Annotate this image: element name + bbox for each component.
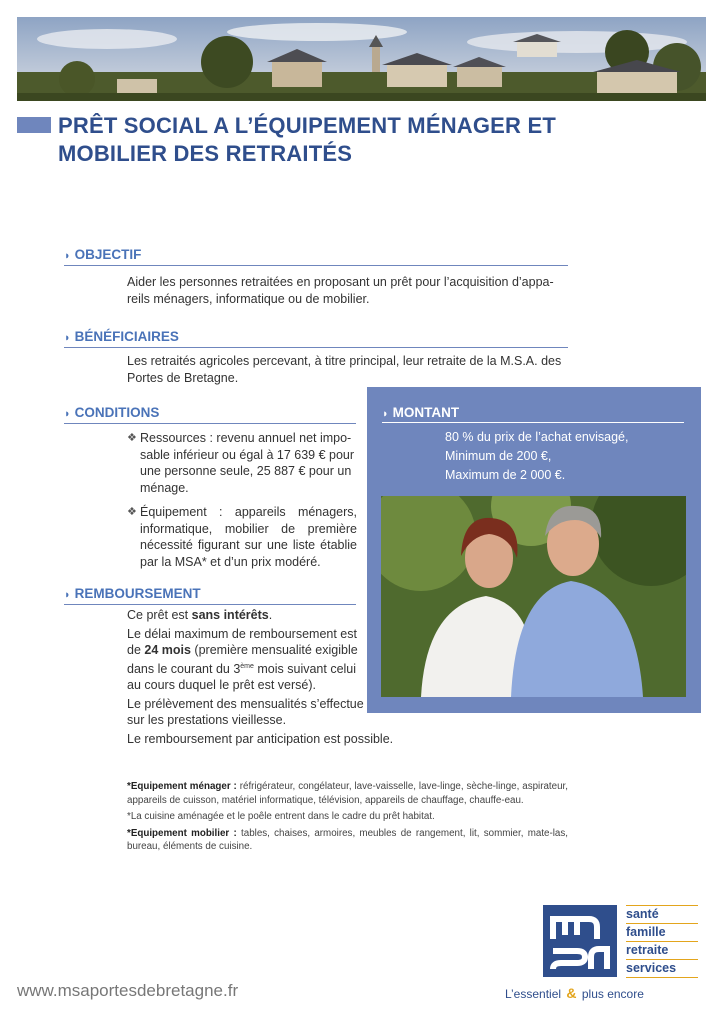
tagline: L’essentiel & plus encore (505, 985, 644, 1001)
logo-word: retraite (626, 941, 698, 959)
section-marker-icon: ◗ (64, 589, 71, 601)
logo-word: santé (626, 905, 698, 923)
msa-logo-icon (543, 905, 617, 977)
footnote-cuisine: *La cuisine aménagée et le poêle entrent dans le cadre du prêt habitat. (127, 811, 435, 822)
beneficiaires-heading-label: BÉNÉFICIAIRES (74, 329, 179, 344)
remboursement-p2: Le délai maximum de remboursement est de 24 mois (première mensualité exigible dans le courant du 3ème mois suivant celui au cours duquel le prêt est versé). (127, 626, 358, 693)
website-link[interactable]: www.msaportesdebretagne.fr (17, 981, 239, 1000)
conditions-item-equipement: ❖ Équipement : appareils ménagers, informatique, mobilier de première nécessité figurant sur une liste établie par la MSA* et d’un prix modéré. (127, 505, 357, 569)
montant-lines (445, 428, 695, 485)
montant-line: Maximum de 2 000 €. (445, 468, 566, 482)
section-marker-icon: ◗ (64, 250, 71, 262)
footnotes (127, 780, 568, 857)
remboursement-p1: Ce prêt est sans intérêts. (127, 608, 273, 622)
page-title: PRÊT SOCIAL A L’ÉQUIPEMENT MÉNAGER ET MOBILIER DES RETRAITÉS (58, 113, 556, 166)
logo-word: services (626, 959, 698, 978)
montant-line: Minimum de 200 €, (445, 449, 552, 463)
montant-heading (382, 405, 684, 423)
remboursement-heading (64, 586, 356, 605)
conditions-heading (64, 405, 356, 424)
conditions-list (127, 430, 357, 570)
footnote-equipement-mobilier: *Equipement mobilier : tables, chaises, armoires, meubles de rangement, lit, sommier, mate-las, bureau, éléments de cuisine. (127, 827, 568, 852)
beneficiaires-heading (64, 329, 568, 348)
remboursement-text (127, 607, 394, 747)
remboursement-heading-label: REMBOURSEMENT (74, 586, 201, 601)
header-village-photo (17, 17, 706, 101)
remboursement-p4: Le remboursement par anticipation est possible. (127, 731, 394, 746)
objectif-text: Aider les personnes retraitées en proposant un prêt pour l’acquisition d’appa-reils ménagers, informatique ou de mobilier. (127, 275, 554, 306)
logo-words (626, 905, 698, 978)
title-accent-bar (17, 117, 51, 133)
montant-line: 80 % du prix de l’achat envisagé, (445, 430, 629, 444)
section-marker-icon: ◗ (382, 408, 389, 420)
section-marker-icon: ◗ (64, 408, 71, 420)
remboursement-p3: Le prélèvement des mensualités s’effectue sur les prestations vieillesse. (127, 696, 364, 728)
objectif-heading (64, 247, 568, 266)
objectif-heading-label: OBJECTIF (74, 247, 142, 262)
conditions-heading-label: CONDITIONS (74, 405, 160, 420)
conditions-item-ressources: ❖ Ressources : revenu annuel net impo-sable inférieur ou égal à 17 639 € pour une personne seule, 25 887 € pour un ménage. (127, 431, 355, 495)
montant-heading-label: MONTANT (392, 405, 460, 420)
logo-word: famille (626, 923, 698, 941)
retired-couple-photo (381, 496, 686, 697)
beneficiaires-text: Les retraités agricoles percevant, à titre principal, leur retraite de la M.S.A. des Portes de Bretagne. (127, 354, 562, 385)
footnote-equipement-menager: *Equipement ménager : réfrigérateur, congélateur, lave-vaisselle, lave-linge, sèche-linge, aspirateur, appareils de cuisson, matériel informatique, télévision, appareils de chauffage, chauffe-eau. (127, 781, 568, 806)
diamond-bullet-icon: ❖ (127, 506, 137, 518)
section-marker-icon: ◗ (64, 332, 71, 344)
diamond-bullet-icon: ❖ (127, 432, 137, 444)
